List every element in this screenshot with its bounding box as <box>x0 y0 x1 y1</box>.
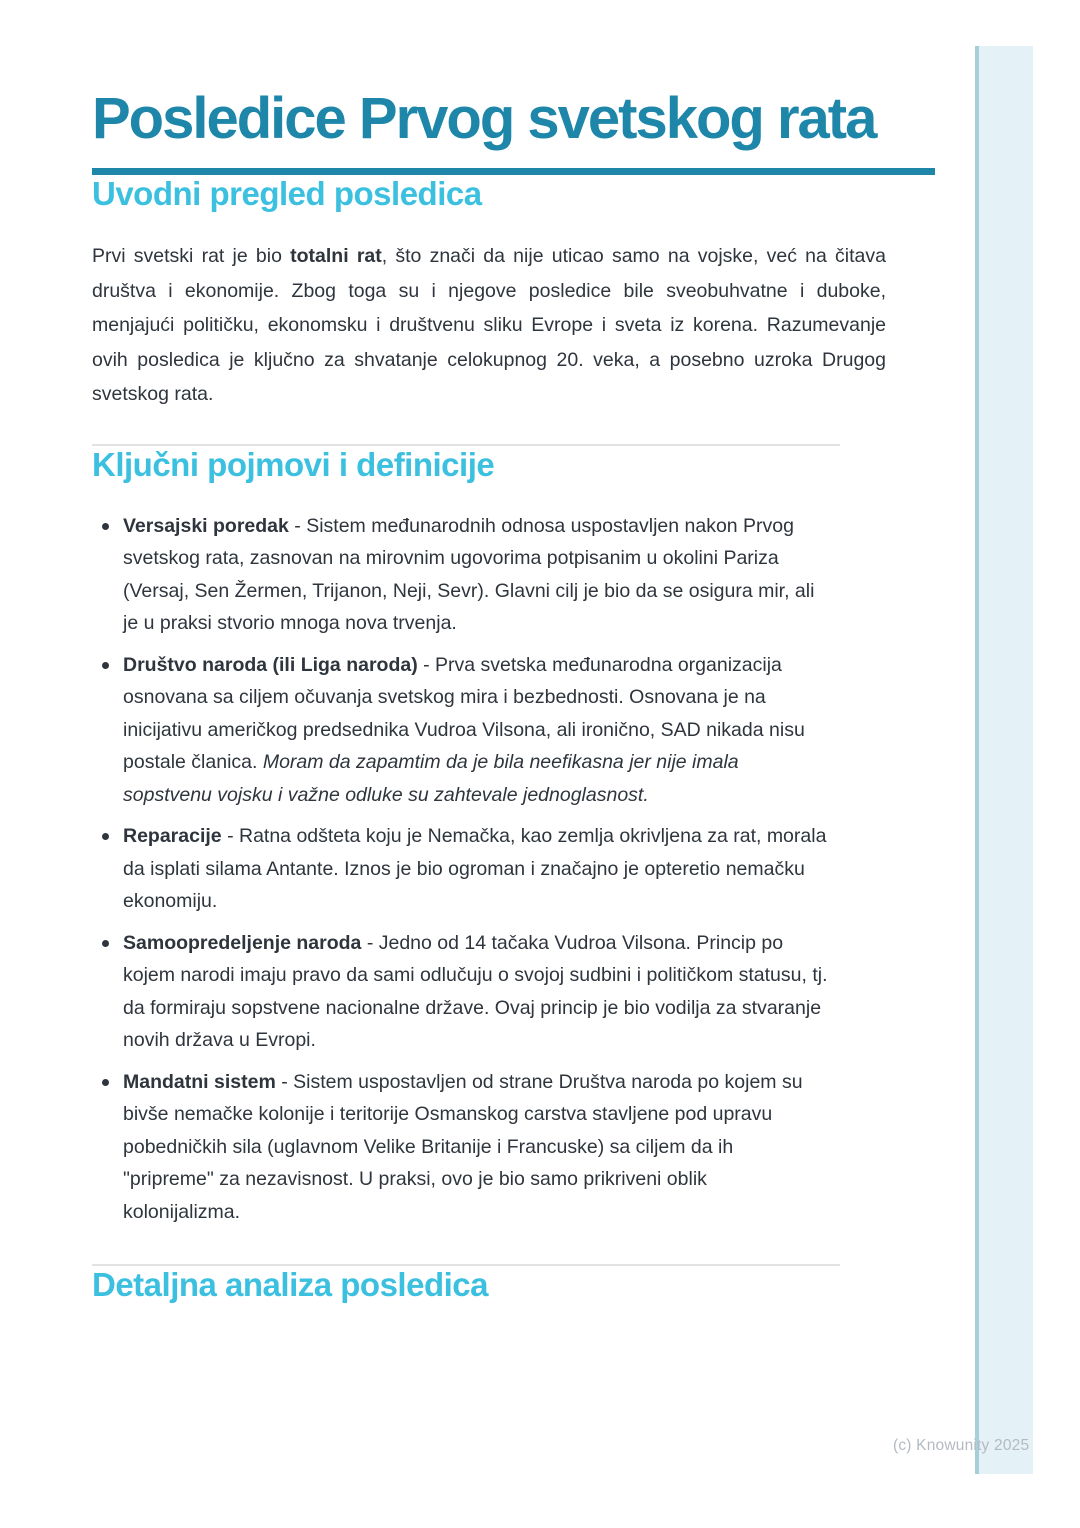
analysis-section <box>92 1266 936 1304</box>
term-text: Mandatni sistem - Sistem uspostavljen od strane Društva naroda po kojem su bivše nemačke kolonije i teritorije Osmanskog carstva stavljene pod upravu pobedničkih sila (uglavnom Velike Britanije i Francuske) sa ciljem da ih "pripreme" za nezavisnost. U praksi, ovo je bio samo prikriveni oblik kolonijalizma. <box>123 1070 803 1223</box>
bullet-icon <box>102 940 109 947</box>
term-text: Samoopredeljenje naroda - Jedno od 14 tačaka Vudroa Vilsona. Princip po kojem narodi imaju pravo da sami odlučuju o svojoj sudbini i političkom statusu, tj. da formiraju sopstvene nacionalne države. Ovaj princip je bio vodilja za stvaranje novih država u Evropi. <box>123 931 828 1051</box>
term-item <box>92 649 936 812</box>
key-terms-list <box>92 510 936 1229</box>
key-terms-section <box>92 446 936 1229</box>
title-underline <box>92 168 935 175</box>
term-item <box>92 510 936 640</box>
bullet-icon <box>102 833 109 840</box>
term-item <box>92 1066 936 1229</box>
section-heading-intro: Uvodni pregled posledica <box>92 175 482 212</box>
term-text: Versajski poredak - Sistem međunarodnih odnosa uspostavljen nakon Prvog svetskog rata, zasnovan na mirovnim ugovorima potpisanim u okolini Pariza (Versaj, Sen Žermen, Trijanon, Neji, Sevr). Glavni cilj je bio da se osigura mir, ali je u praksi stvorio mnoga nova trvenja. <box>123 514 815 634</box>
section-heading-key-terms: Ključni pojmovi i definicije <box>92 445 495 483</box>
bullet-icon <box>102 523 109 530</box>
intro-section <box>92 175 936 412</box>
intro-paragraph: Prvi svetski rat je bio totalni rat, što znači da nije uticao samo na vojske, već na čitava društva i ekonomije. Zbog toga su i njegove posledice bile sveobuhvatne i duboke, menjajući političku, ekonomsku i društvenu sliku Evrope i sveta iz korena. Razumevanje ovih posledica je ključno za shvatanje celokupnog 20. veka, a posebno uzroka Drugog svetskog rata. <box>92 245 886 405</box>
term-text: Reparacije - Ratna odšteta koju je Nemačka, kao zemlja okrivljena za rat, morala da isplati silama Antante. Iznos je bio ogroman i značajno je opteretio nemačku ekonomiju. <box>123 825 827 912</box>
term-text: Društvo naroda (ili Liga naroda) - Prva svetska međunarodna organizacija osnovana sa ciljem očuvanja svetskog mira i bezbednosti. Osnovana je na inicijativu američkog predsednika Vudroa Vilsona, ali ironično, SAD nikada nisu postale članica. Moram da zapamtim da je bila neefikasna jer nije imala sopstvenu vojsku i važne odluke su zahtevale jednoglasnost. <box>123 653 805 806</box>
footer-credit: (c) Knowunity 2025 <box>893 1437 1030 1454</box>
term-item <box>92 820 936 918</box>
bullet-icon <box>102 662 109 669</box>
term-item <box>92 927 936 1057</box>
side-accent-stripe <box>975 46 1033 1474</box>
page-title: Posledice Prvog svetskog rata <box>92 86 876 151</box>
section-heading-analysis: Detaljna analiza posledica <box>92 1266 488 1303</box>
bullet-icon <box>102 1079 109 1086</box>
